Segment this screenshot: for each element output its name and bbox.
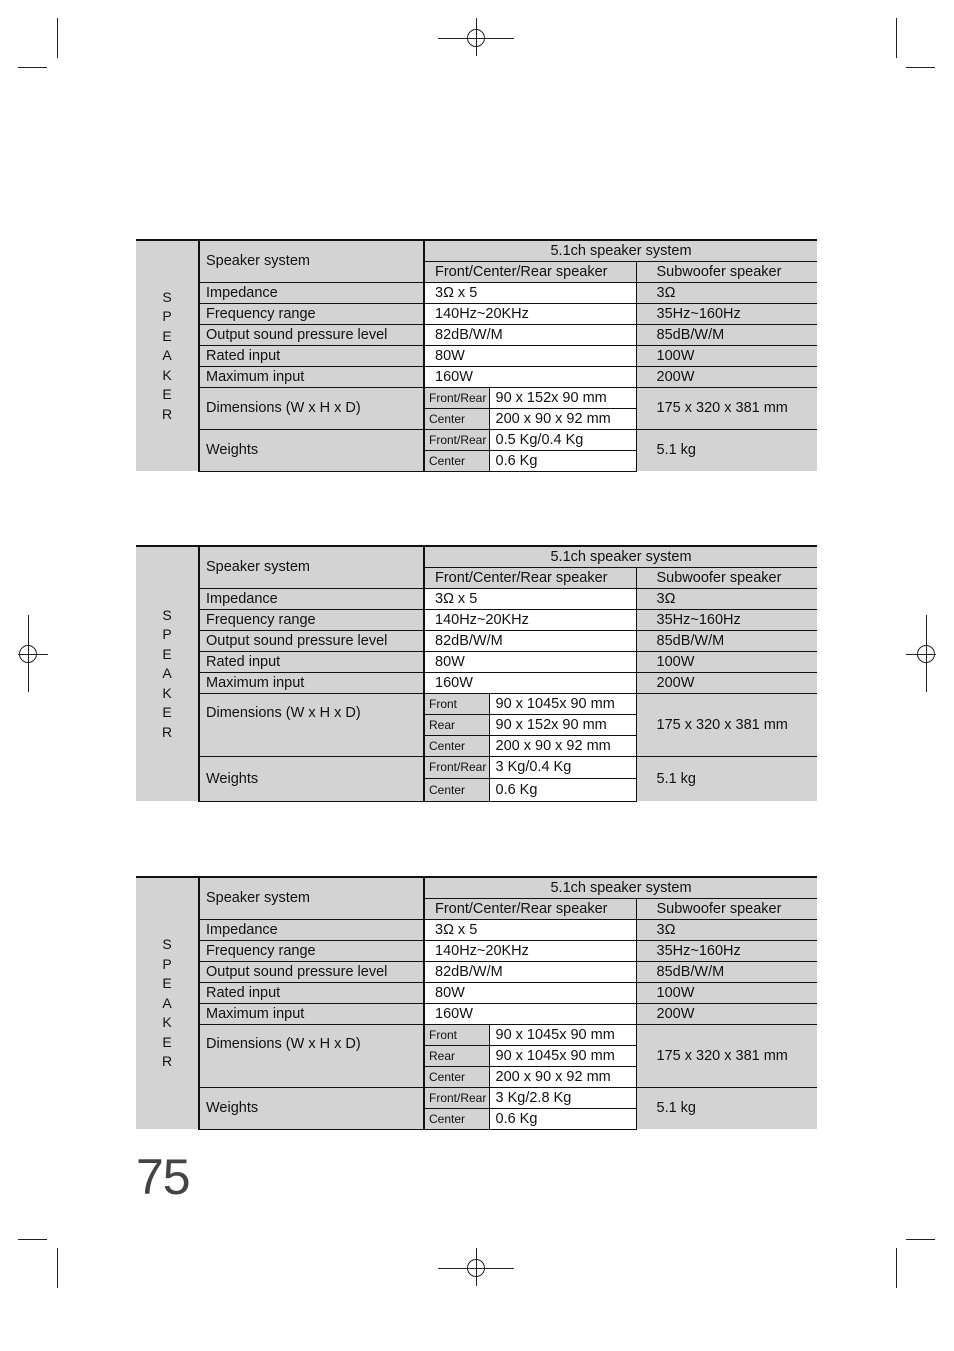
- dimension-value: 200 x 90 x 92 mm: [489, 408, 636, 429]
- side-letter: S: [162, 606, 172, 623]
- header-subwoofer: Subwoofer speaker: [636, 567, 817, 588]
- sub-value: 3Ω: [636, 282, 817, 303]
- dimension-value: 90 x 152x 90 mm: [489, 387, 636, 408]
- weights-label: Weights: [199, 756, 424, 801]
- front-value: 80W: [424, 345, 636, 366]
- dimensions-label: Dimensions (W x H x D): [199, 387, 424, 429]
- weight-kind: Front/Rear: [424, 1087, 489, 1108]
- row-label: Maximum input: [199, 366, 424, 387]
- side-letter: A: [162, 347, 172, 364]
- speaker-spec-table-3: [136, 876, 817, 1130]
- dimension-value: 200 x 90 x 92 mm: [489, 1066, 636, 1087]
- side-letter: E: [162, 704, 172, 721]
- side-letter: E: [162, 1033, 172, 1050]
- crop-mark: [906, 1239, 935, 1240]
- front-value: 80W: [424, 982, 636, 1003]
- dimension-kind: Center: [424, 735, 489, 756]
- weight-value: 0.6 Kg: [489, 450, 636, 471]
- side-label: [136, 546, 199, 801]
- sub-value: 85dB/W/M: [636, 630, 817, 651]
- weights-label: Weights: [199, 429, 424, 471]
- side-letter: E: [162, 327, 172, 344]
- row-label: Output sound pressure level: [199, 324, 424, 345]
- dimensions-sub: 175 x 320 x 381 mm: [636, 387, 817, 429]
- front-value: 140Hz~20KHz: [424, 609, 636, 630]
- sub-value: 35Hz~160Hz: [636, 609, 817, 630]
- dimension-kind: Rear: [424, 714, 489, 735]
- row-label: Frequency range: [199, 609, 424, 630]
- header-front: Front/Center/Rear speaker: [424, 261, 636, 282]
- speaker-system-label: Speaker system: [199, 877, 424, 919]
- dimensions-label: Dimensions (W x H x D): [199, 1024, 424, 1087]
- sub-value: 35Hz~160Hz: [636, 940, 817, 961]
- side-letter: R: [161, 723, 173, 740]
- speaker-spec-table-2: [136, 545, 817, 802]
- front-value: 3Ω x 5: [424, 919, 636, 940]
- front-value: 160W: [424, 1003, 636, 1024]
- sub-value: 100W: [636, 345, 817, 366]
- speaker-system-label: Speaker system: [199, 240, 424, 282]
- crop-mark: [57, 1248, 58, 1288]
- side-letter: E: [162, 386, 172, 403]
- side-letter: A: [162, 994, 172, 1011]
- row-label: Maximum input: [199, 1003, 424, 1024]
- sub-value: 100W: [636, 651, 817, 672]
- crop-mark: [906, 67, 935, 68]
- weight-value: 3 Kg/2.8 Kg: [489, 1087, 636, 1108]
- weights-sub: 5.1 kg: [636, 429, 817, 471]
- dimension-value: 90 x 1045x 90 mm: [489, 693, 636, 714]
- weights-sub: 5.1 kg: [636, 756, 817, 801]
- side-letter: P: [162, 308, 172, 325]
- row-label: Output sound pressure level: [199, 961, 424, 982]
- row-label: Frequency range: [199, 940, 424, 961]
- front-value: 82dB/W/M: [424, 324, 636, 345]
- crop-mark: [896, 18, 897, 58]
- sub-value: 3Ω: [636, 588, 817, 609]
- weight-kind: Front/Rear: [424, 756, 489, 779]
- row-label: Rated input: [199, 982, 424, 1003]
- sub-value: 85dB/W/M: [636, 324, 817, 345]
- side-letter: P: [162, 626, 172, 643]
- row-label: Rated input: [199, 345, 424, 366]
- weight-value: 3 Kg/0.4 Kg: [489, 756, 636, 779]
- sub-value: 200W: [636, 366, 817, 387]
- front-value: 160W: [424, 672, 636, 693]
- weight-kind: Center: [424, 779, 489, 802]
- header-system: 5.1ch speaker system: [424, 240, 817, 261]
- header-front: Front/Center/Rear speaker: [424, 898, 636, 919]
- side-letter: S: [162, 288, 172, 305]
- dimension-kind: Front: [424, 693, 489, 714]
- front-value: 3Ω x 5: [424, 282, 636, 303]
- side-label: [136, 877, 199, 1129]
- weights-sub: 5.1 kg: [636, 1087, 817, 1129]
- dimension-kind: Front: [424, 1024, 489, 1045]
- side-letter: E: [162, 645, 172, 662]
- crop-mark: [896, 1248, 897, 1288]
- header-system: 5.1ch speaker system: [424, 546, 817, 567]
- row-label: Impedance: [199, 588, 424, 609]
- row-label: Frequency range: [199, 303, 424, 324]
- dimension-kind: Center: [424, 408, 489, 429]
- side-letter: E: [162, 975, 172, 992]
- dimension-kind: Center: [424, 1066, 489, 1087]
- weights-label: Weights: [199, 1087, 424, 1129]
- front-value: 80W: [424, 651, 636, 672]
- dimension-value: 90 x 1045x 90 mm: [489, 1045, 636, 1066]
- crop-mark: [57, 18, 58, 58]
- side-letter: R: [161, 1053, 173, 1070]
- side-letter: K: [162, 366, 172, 383]
- side-letter: K: [162, 684, 172, 701]
- weight-kind: Front/Rear: [424, 429, 489, 450]
- dimension-value: 200 x 90 x 92 mm: [489, 735, 636, 756]
- front-value: 82dB/W/M: [424, 961, 636, 982]
- front-value: 160W: [424, 366, 636, 387]
- page-number: 75: [136, 1149, 190, 1205]
- dimension-value: 90 x 152x 90 mm: [489, 714, 636, 735]
- sub-value: 100W: [636, 982, 817, 1003]
- speaker-spec-table-1: [136, 239, 817, 472]
- row-label: Impedance: [199, 919, 424, 940]
- weight-value: 0.5 Kg/0.4 Kg: [489, 429, 636, 450]
- sub-value: 35Hz~160Hz: [636, 303, 817, 324]
- sub-value: 85dB/W/M: [636, 961, 817, 982]
- row-label: Output sound pressure level: [199, 630, 424, 651]
- front-value: 82dB/W/M: [424, 630, 636, 651]
- dimension-kind: Rear: [424, 1045, 489, 1066]
- side-letter: R: [161, 405, 173, 422]
- weight-kind: Center: [424, 1108, 489, 1129]
- dimension-value: 90 x 1045x 90 mm: [489, 1024, 636, 1045]
- sub-value: 3Ω: [636, 919, 817, 940]
- header-subwoofer: Subwoofer speaker: [636, 261, 817, 282]
- sub-value: 200W: [636, 1003, 817, 1024]
- sub-value: 200W: [636, 672, 817, 693]
- header-system: 5.1ch speaker system: [424, 877, 817, 898]
- front-value: 140Hz~20KHz: [424, 303, 636, 324]
- weight-value: 0.6 Kg: [489, 779, 636, 802]
- dimensions-sub: 175 x 320 x 381 mm: [636, 1024, 817, 1087]
- header-subwoofer: Subwoofer speaker: [636, 898, 817, 919]
- row-label: Maximum input: [199, 672, 424, 693]
- row-label: Rated input: [199, 651, 424, 672]
- front-value: 140Hz~20KHz: [424, 940, 636, 961]
- weight-kind: Center: [424, 450, 489, 471]
- front-value: 3Ω x 5: [424, 588, 636, 609]
- speaker-system-label: Speaker system: [199, 546, 424, 588]
- side-label: [136, 240, 199, 471]
- dimensions-sub: 175 x 320 x 381 mm: [636, 693, 817, 756]
- row-label: Impedance: [199, 282, 424, 303]
- header-front: Front/Center/Rear speaker: [424, 567, 636, 588]
- side-letter: A: [162, 665, 172, 682]
- side-letter: S: [162, 936, 172, 953]
- dimension-kind: Front/Rear: [424, 387, 489, 408]
- crop-mark: [18, 67, 47, 68]
- dimensions-label: Dimensions (W x H x D): [199, 693, 424, 756]
- weight-value: 0.6 Kg: [489, 1108, 636, 1129]
- crop-mark: [18, 1239, 47, 1240]
- side-letter: P: [162, 955, 172, 972]
- side-letter: K: [162, 1014, 172, 1031]
